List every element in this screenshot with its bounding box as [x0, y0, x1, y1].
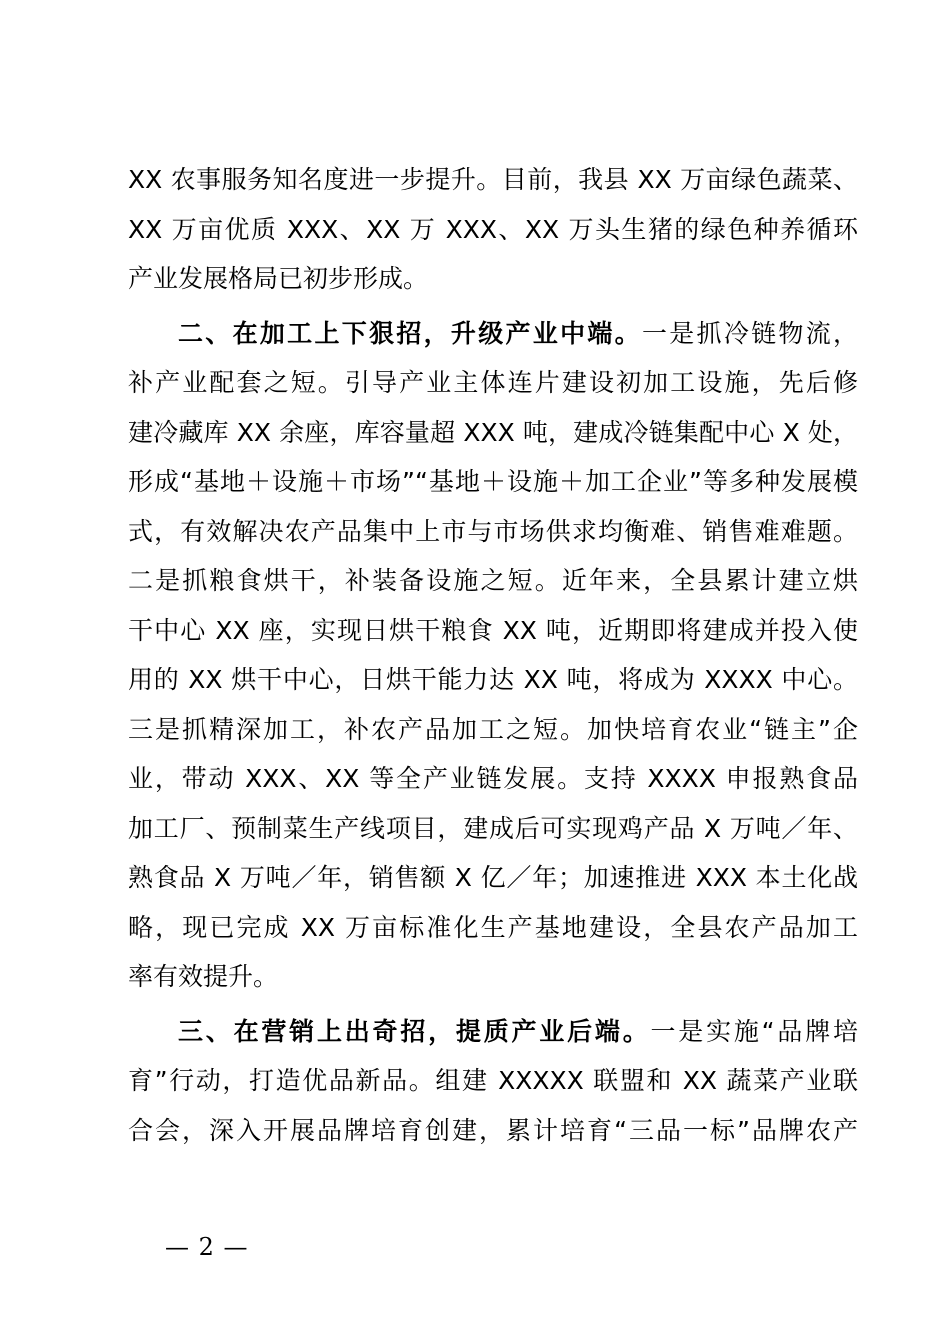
- body-line: 产业发展格局已初步形成。: [128, 264, 429, 293]
- section-heading-3: 三、在营销上出奇招，提质产业后端。: [178, 1016, 651, 1046]
- body-line: 合会，深入开展品牌培育创建，累计培育“三品一标”品牌农产: [128, 1115, 858, 1145]
- body-line: XX 万亩优质 XXX、XX 万 XXX、XX 万头生猪的绿色种养循环: [128, 214, 858, 244]
- section-heading-line: [128, 309, 858, 359]
- body-text: 一是抓冷链物流，: [641, 318, 858, 348]
- body-line: 熟食品 X 万吨／年，销售额 X 亿／年；加速推进 XXX 本土化战: [128, 863, 858, 892]
- body-line: 用的 XX 烘干中心，日烘干能力达 XX 吨，将成为 XXXX 中心。: [128, 665, 858, 694]
- body-line: 干中心 XX 座，实现日烘干粮食 XX 吨，近期即将建成并投入使: [128, 615, 858, 645]
- body-text: 一是实施“品牌培: [650, 1016, 858, 1046]
- body-line: 业，带动 XXX、XX 等全产业链发展。支持 XXXX 申报熟食品: [128, 764, 858, 793]
- body-line: 加工厂、预制菜生产线项目，建成后可实现鸡产品 X 万吨／年、: [128, 813, 858, 843]
- body-line: 三是抓精深加工，补农产品加工之短。加快培育农业“链主”企: [128, 714, 858, 744]
- body-line: 补产业配套之短。引导产业主体连片建设初加工设施，先后修: [128, 368, 858, 397]
- document-body: [128, 155, 858, 1155]
- body-line: XX 农事服务知名度进一步提升。目前，我县 XX 万亩绿色蔬菜、: [128, 165, 858, 194]
- page-number: — 2 —: [165, 1233, 249, 1261]
- body-line: 育”行动，打造优品新品。组建 XXXXX 联盟和 XX 蔬菜产业联: [128, 1066, 858, 1095]
- body-line: 二是抓粮食烘干，补装备设施之短。近年来，全县累计建立烘: [128, 566, 858, 595]
- body-line: 式，有效解决农产品集中上市与市场供求均衡难、销售难难题。: [128, 516, 858, 546]
- body-line: 建冷藏库 XX 余座，库容量超 XXX 吨，建成冷链集配中心 X 处，: [128, 417, 858, 447]
- body-line: 略，现已完成 XX 万亩标准化生产基地建设，全县农产品加工: [128, 912, 858, 942]
- body-line: 形成“基地＋设施＋市场”“基地＋设施＋加工企业”等多种发展模: [128, 467, 858, 496]
- section-heading-2: 二、在加工上下狠招，升级产业中端。: [178, 318, 642, 348]
- body-line: 率有效提升。: [128, 962, 279, 991]
- section-heading-line: [128, 1007, 858, 1057]
